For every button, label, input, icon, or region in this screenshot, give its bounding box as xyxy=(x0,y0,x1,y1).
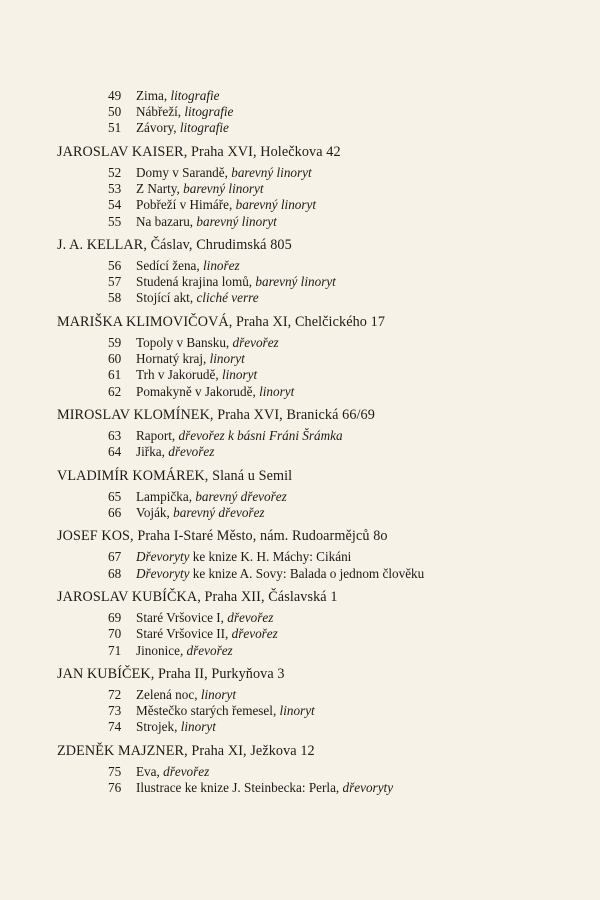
entry-title: Jiřka, xyxy=(136,444,169,460)
entry-medium: linoryt xyxy=(259,383,295,399)
entry-medium: dřevořez k básni Fráni Šrámka xyxy=(178,428,343,443)
entry-medium: litografie xyxy=(179,120,229,136)
catalog-entry xyxy=(108,214,277,230)
entry-title: Trh v Jakorudě, xyxy=(136,367,222,383)
entry-number: 66 xyxy=(108,504,122,520)
artist-header: JAROSLAV KUBÍČKA, Praha XII, Čáslavská 1 xyxy=(57,589,338,606)
entry-number: 74 xyxy=(108,719,122,735)
entry-medium: dřevořez xyxy=(232,334,279,350)
entry-medium: linoryt xyxy=(279,703,315,719)
entry-title: Zelená noc, xyxy=(136,687,201,702)
entry-number: 70 xyxy=(108,626,122,642)
entry-title: Závory, xyxy=(136,120,180,136)
entry-title: Sedící žena, xyxy=(136,258,204,273)
entry-title: Ilustrace ke knize J. Steinbecka: Perla, xyxy=(136,780,343,796)
artist-header: JAN KUBÍČEK, Praha II, Purkyňova 3 xyxy=(57,666,285,682)
entry-number: 69 xyxy=(108,610,122,626)
entry-medium: barevný linoryt xyxy=(255,274,336,290)
catalog-entry xyxy=(108,643,233,659)
entry-number: 73 xyxy=(108,703,122,719)
entry-title: Voják, xyxy=(136,504,174,520)
entry-medium: barevný dřevořez xyxy=(195,488,287,504)
entry-medium: dřevořez xyxy=(168,444,215,460)
entry-medium: Dřevoryty xyxy=(136,565,190,581)
entry-title-rest: ke knize A. Sovy: Balada o jednom člověku xyxy=(189,565,425,581)
entry-number: 63 xyxy=(108,428,122,443)
entry-title: Studená krajina lomů, xyxy=(136,274,256,290)
entry-medium: barevný linoryt xyxy=(183,181,264,197)
catalog-entry xyxy=(108,566,424,582)
catalog-entry xyxy=(108,626,278,642)
entry-title: Domy v Sarandě, xyxy=(136,164,232,180)
entry-title: Pobřeží v Himáře, xyxy=(136,197,236,213)
entry-number: 49 xyxy=(108,88,122,103)
entry-title: Z Narty, xyxy=(136,181,184,197)
artist-header: MARIŠKA KLIMOVIČOVÁ, Praha XI, Chelčického 17 xyxy=(57,313,386,330)
entry-number: 58 xyxy=(108,290,122,306)
catalog-entry xyxy=(108,505,265,521)
entry-number: 52 xyxy=(108,164,122,180)
entry-title: Staré Vršovice I, xyxy=(136,610,228,626)
entry-number: 61 xyxy=(108,367,122,383)
artist-header: JOSEF KOS, Praha I-Staré Město, nám. Rudoarmějců 8o xyxy=(57,528,388,545)
entry-medium: linoryt xyxy=(209,351,245,367)
catalog-entry xyxy=(108,780,393,796)
entry-title: Hornatý kraj, xyxy=(136,351,210,367)
entry-title: Městečko starých řemesel, xyxy=(136,703,280,719)
entry-title: Staré Vršovice II, xyxy=(136,626,232,642)
entry-medium: barevný dřevořez xyxy=(173,504,265,520)
entry-title: Pomakyně v Jakorudě, xyxy=(136,383,260,399)
entry-title: Stojící akt, xyxy=(136,290,197,306)
entry-number: 71 xyxy=(108,642,122,658)
entry-number: 68 xyxy=(108,565,122,581)
entry-medium: linoryt xyxy=(221,367,258,383)
entry-title: Strojek, xyxy=(136,719,181,735)
catalog-entry xyxy=(108,610,273,626)
artist-header: MIROSLAV KLOMÍNEK, Praha XVI, Branická 66/69 xyxy=(57,407,375,423)
artist-header: J. A. KELLAR, Čáslav, Chrudimská 805 xyxy=(57,237,292,253)
catalog-entry xyxy=(108,428,343,444)
entry-title: Eva, xyxy=(136,763,164,779)
entry-number: 67 xyxy=(108,549,122,565)
entry-number: 59 xyxy=(108,334,122,350)
entry-medium: barevný linoryt xyxy=(231,164,312,180)
artist-header: JAROSLAV KAISER, Praha XVI, Holečkova 42 xyxy=(57,143,341,160)
entry-medium: dřevořez xyxy=(231,626,278,642)
entry-title: Topoly v Bansku, xyxy=(136,334,233,350)
entry-medium: barevný linoryt xyxy=(235,197,317,213)
entry-number: 50 xyxy=(108,104,122,120)
entry-medium: dřevoryty xyxy=(342,780,394,796)
catalog-entry xyxy=(108,367,257,383)
entry-title: Nábřeží, xyxy=(136,104,185,120)
entry-title: Zima, xyxy=(136,88,171,103)
entry-number: 72 xyxy=(108,687,122,702)
entry-title: Raport, xyxy=(136,428,179,443)
catalog-entry xyxy=(108,351,245,367)
catalog-entry xyxy=(108,290,259,306)
catalog-entry xyxy=(108,104,233,120)
catalog-entry xyxy=(108,258,240,274)
entry-number: 55 xyxy=(108,213,122,229)
catalog-entry xyxy=(108,88,220,104)
artist-header: VLADIMÍR KOMÁREK, Slaná u Semil xyxy=(57,467,293,484)
entry-number: 64 xyxy=(108,444,122,460)
entry-medium: dřevořez xyxy=(186,642,233,658)
entry-medium: dřevořez xyxy=(227,610,274,626)
entry-medium: litografie xyxy=(184,104,234,120)
entry-title: Na bazaru, xyxy=(136,213,197,229)
entry-medium: linoryt xyxy=(180,719,216,735)
entry-number: 65 xyxy=(108,488,122,504)
catalog-entry xyxy=(108,384,294,400)
catalog-entry xyxy=(108,165,312,181)
catalog-entry xyxy=(108,549,351,565)
entry-medium: linoryt xyxy=(200,687,236,702)
entry-number: 76 xyxy=(108,780,122,796)
catalog-entry xyxy=(108,489,287,505)
catalog-entry xyxy=(108,120,229,136)
entry-number: 57 xyxy=(108,274,122,290)
catalog-entry xyxy=(108,703,315,719)
entry-medium: litografie xyxy=(170,88,220,103)
catalog-entry xyxy=(108,181,264,197)
entry-number: 53 xyxy=(108,181,122,197)
catalog-entry xyxy=(108,197,316,213)
entry-number: 54 xyxy=(108,197,122,213)
catalog-entry xyxy=(108,444,214,460)
entry-title-rest: ke knize K. H. Máchy: Cikáni xyxy=(189,549,352,565)
entry-medium: cliché verre xyxy=(196,290,259,306)
artist-header: ZDENĚK MAJZNER, Praha XI, Ježkova 12 xyxy=(57,742,315,759)
catalog-entry xyxy=(108,335,279,351)
entry-medium: linořez xyxy=(203,258,240,273)
entry-number: 51 xyxy=(108,120,122,136)
entry-number: 75 xyxy=(108,763,122,779)
catalog-entry xyxy=(108,274,336,290)
entry-number: 62 xyxy=(108,383,122,399)
entry-title: Jinonice, xyxy=(136,642,187,658)
entry-medium: Dřevoryty xyxy=(136,549,190,565)
entry-number: 56 xyxy=(108,258,122,273)
entry-medium: barevný linoryt xyxy=(196,213,277,229)
catalog-entry xyxy=(108,687,236,703)
catalog-entry xyxy=(108,764,209,780)
entry-title: Lampička, xyxy=(136,488,196,504)
entry-number: 60 xyxy=(108,351,122,367)
entry-medium: dřevořez xyxy=(163,763,210,779)
catalog-entry xyxy=(108,719,216,735)
